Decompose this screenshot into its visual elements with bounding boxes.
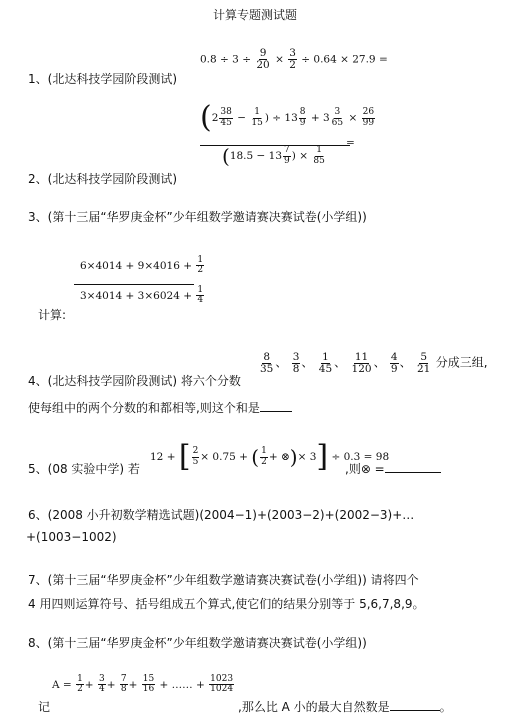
page-title: 计算专题测试题 bbox=[213, 8, 298, 22]
q1-expr-start: 0.8 ÷ 3 ÷ bbox=[200, 53, 251, 66]
q1-fraction-2: $\frac{3}{2}$ bbox=[289, 47, 296, 72]
q2-numerator: (2 $\frac{38}{45}$ − $\frac{1}{15}$ ) ÷ 13 $\frac{8}{9}$ + 3 $\frac{3}{65}$ × $\frac{26}{99}$ bbox=[200, 100, 375, 135]
q2-label: 2、(北达科技学园阶段测试) bbox=[28, 172, 177, 186]
q8-term-3: $\frac{7}{8}$ bbox=[120, 674, 127, 695]
q5-answer-blank[interactable] bbox=[385, 472, 441, 473]
q1-expression bbox=[200, 48, 388, 71]
q1-expr-end: ÷ 0.64 × 27.9 = bbox=[301, 53, 388, 66]
q2-denominator: (18.5 − 13 $\frac{7}{9}$ ) × $\frac{1}{85}$ bbox=[222, 144, 325, 168]
q3-fraction-bar bbox=[74, 284, 194, 285]
q3-label: 3、(第十三届“华罗庚金杯”少年组数学邀请赛决赛试卷(小学组)) bbox=[28, 210, 367, 224]
q4-suffix: 分成三组, bbox=[435, 355, 488, 370]
q4-label: 4、(北达科技学园阶段测试) 将六个分数 bbox=[28, 374, 241, 388]
q3-calc-label: 计算: bbox=[38, 308, 67, 322]
q8-expression: A = $\frac{1}{2}$ + $\frac{3}{4}$ + $\frac{7}{8}$ + $\frac{15}{16}$ + …… + $\frac{1023}{1024}$ bbox=[52, 674, 234, 695]
q7-line2: 4 用四则运算符号、括号组成五个算式,使它们的结果分别等于 5,6,7,8,9。 bbox=[28, 597, 425, 611]
q8-term-4: $\frac{15}{16}$ bbox=[142, 674, 155, 695]
q5-then: ,则⊗ = bbox=[345, 460, 441, 477]
q4-fraction-3: $\frac{1}{45}$ bbox=[318, 351, 333, 376]
q1-times: × bbox=[275, 53, 284, 66]
q6-line1: 6、(2008 小升初数学精选试题)(2004−1)+(2003−2)+(2002−3)+… bbox=[28, 508, 415, 522]
q8-answer-blank[interactable] bbox=[390, 710, 440, 711]
q8-term-2: $\frac{3}{4}$ bbox=[98, 674, 105, 695]
q8-term-1: $\frac{1}{2}$ bbox=[77, 674, 83, 695]
q8-label: 8、(第十三届“华罗庚金杯”少年组数学邀请赛决赛试卷(小学组)) bbox=[28, 636, 367, 650]
q4-fraction-5: $\frac{4}{9}$ bbox=[390, 351, 398, 376]
q2-equals: = bbox=[346, 137, 355, 149]
q3-numerator: 6×4014 + 9×4016 + $\frac{1}{2}$ bbox=[80, 255, 204, 276]
q4-fraction-6: $\frac{5}{21}$ bbox=[416, 351, 431, 376]
q8-term-last: $\frac{1023}{1024}$ bbox=[210, 674, 234, 695]
q4-fraction-4: $\frac{11}{120}$ bbox=[351, 351, 372, 376]
q4-fraction-2: $\frac{3}{8}$ bbox=[292, 351, 300, 376]
q7-line1: 7、(第十三届“华罗庚金杯”少年组数学邀请赛决赛试卷(小学组)) 请将四个 bbox=[28, 573, 419, 587]
q8-suffix: ,那么比 A 小的最大自然数是 。 bbox=[238, 700, 452, 714]
q5-expression: 12 + [ $\frac{2}{5}$ × 0.75 + ( $\frac{1}{2}$ + ⊗)× 3] ÷ 0.3 = 98 bbox=[150, 439, 390, 474]
q4-answer-blank[interactable] bbox=[260, 411, 292, 412]
q6-line2: +(1003−1002) bbox=[26, 530, 117, 544]
q4-fraction-1: $\frac{8}{35}$ bbox=[260, 351, 274, 376]
q1-fraction-1: $\frac{9}{20}$ bbox=[256, 47, 270, 72]
q4-line2: 使每组中的两个分数的和都相等,则这个和是 bbox=[28, 399, 292, 416]
q1-label: 1、(北达科技学园阶段测试) bbox=[28, 72, 177, 86]
q5-label: 5、(08 实验中学) 若 bbox=[28, 462, 140, 476]
q8-prefix: 记 bbox=[38, 700, 51, 714]
q3-denominator: 3×4014 + 3×6024 + $\frac{1}{4}$ bbox=[80, 285, 204, 306]
q4-fractions: $\frac{8}{35}$ 、 $\frac{3}{8}$ 、 $\frac{1}{45}$ 、 $\frac{11}{120}$ 、 $\frac{4}{9}$ 、 $\frac{5}{21}$ 分成三组, bbox=[260, 351, 488, 376]
